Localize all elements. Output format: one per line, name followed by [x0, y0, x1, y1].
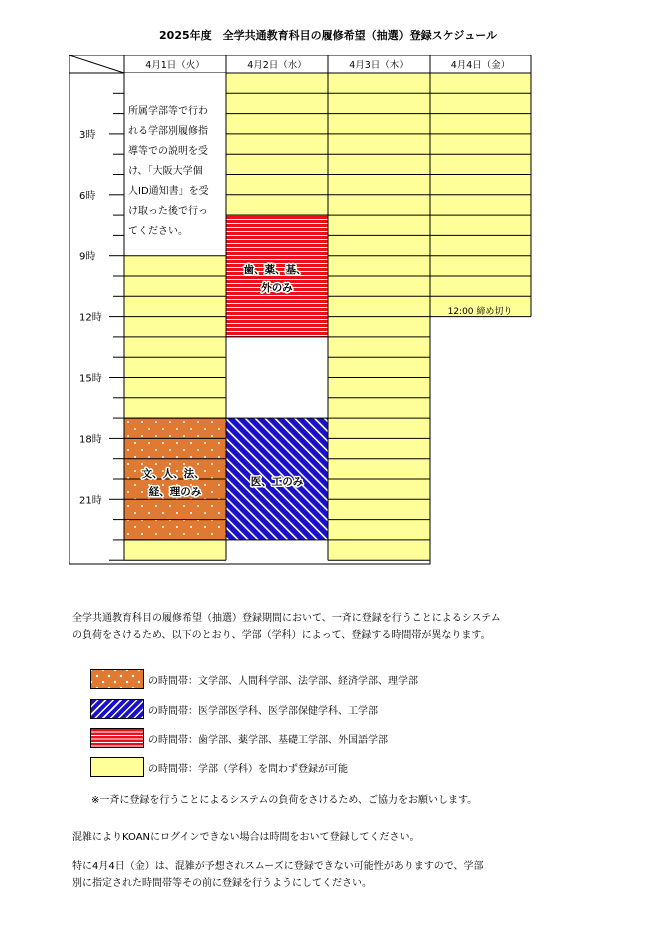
day-header: 4月2日（水） [247, 60, 307, 71]
header-diagonal [69, 55, 124, 73]
humanities-block-label: 文、人、法、 経、理のみ [141, 468, 205, 498]
day-header: 4月4日（金） [450, 60, 511, 71]
hour-label: 15時 [79, 373, 102, 385]
legend-text: の時間帯：学部（学科）を問わず登録が可能 [148, 764, 348, 775]
legend-text: の時間帯：文学部、人間科学部、法学部、経済学部、理学部 [148, 676, 418, 687]
yellow-swatch [90, 757, 144, 777]
deadline-label: 12:00 締め切り [447, 307, 513, 317]
hour-label: 21時 [79, 495, 102, 507]
medical-engineering-block-label: 医、工のみ [250, 476, 304, 488]
legend-text: の時間帯：医学部医学科、医学部保健学科、工学部 [148, 706, 378, 717]
intro-line: の負荷をさけるため、以下のとおり、学部（学科）によって、登録する時間帯が異なります。 [72, 630, 491, 641]
day-header: 4月1日（火） [145, 60, 205, 71]
note-line: け取った後で行っ [128, 206, 208, 217]
note-line: 人ID通知書」を受 [128, 186, 209, 197]
koan-note: 混雑によりKOANにログインできない場合は時間をおいて登録してください。 [72, 832, 420, 843]
hour-label: 18時 [79, 434, 102, 446]
registration-schedule-table [69, 55, 533, 567]
cooperation-note: ※一斉に登録を行うことによるシステムの負荷をさけるため、ご協力をお願いします。 [91, 795, 478, 806]
orange-dot-swatch [90, 669, 144, 689]
hour-label: 12時 [79, 312, 102, 324]
final-note [72, 858, 592, 892]
legend-text: の時間帯：歯学部、薬学部、基礎工学部、外国語学部 [148, 735, 388, 746]
open-time-cells [226, 73, 328, 215]
intro-line: 全学共通教育科目の履修希望（抽選）登録期間において、一斉に登録を行うことによるシステム [72, 613, 501, 624]
hour-label: 9時 [79, 251, 96, 263]
final-note-line: 特に4月4日（金）は、混雑が予想されスムーズに登録できない可能性がありますので、学部 [72, 861, 484, 872]
note-line: け、「大阪大学個 [128, 166, 203, 177]
final-note-line: 別に指定された時間帯等その前に登録を行うようにしてください。 [72, 878, 372, 889]
note-line: てください。 [128, 226, 188, 237]
blue-stripe-swatch [90, 699, 144, 719]
page-title: 2025年度 全学共通教育科目の履修希望（抽選）登録スケジュール [159, 29, 497, 42]
day-header: 4月3日（木） [349, 60, 409, 71]
note-line: 所属学部等で行わ [128, 106, 208, 117]
hour-label: 6時 [79, 190, 96, 202]
note-line: れる学部別履修指 [128, 126, 208, 137]
hour-label: 3時 [79, 129, 96, 141]
intro-paragraph [72, 610, 592, 644]
dental-pharma-block-label: 歯、薬、基、 外のみ [243, 264, 307, 294]
red-stripe-swatch [90, 728, 144, 748]
note-line: 導等での説明を受 [128, 146, 208, 157]
dental-pharma-time-block [226, 215, 328, 337]
